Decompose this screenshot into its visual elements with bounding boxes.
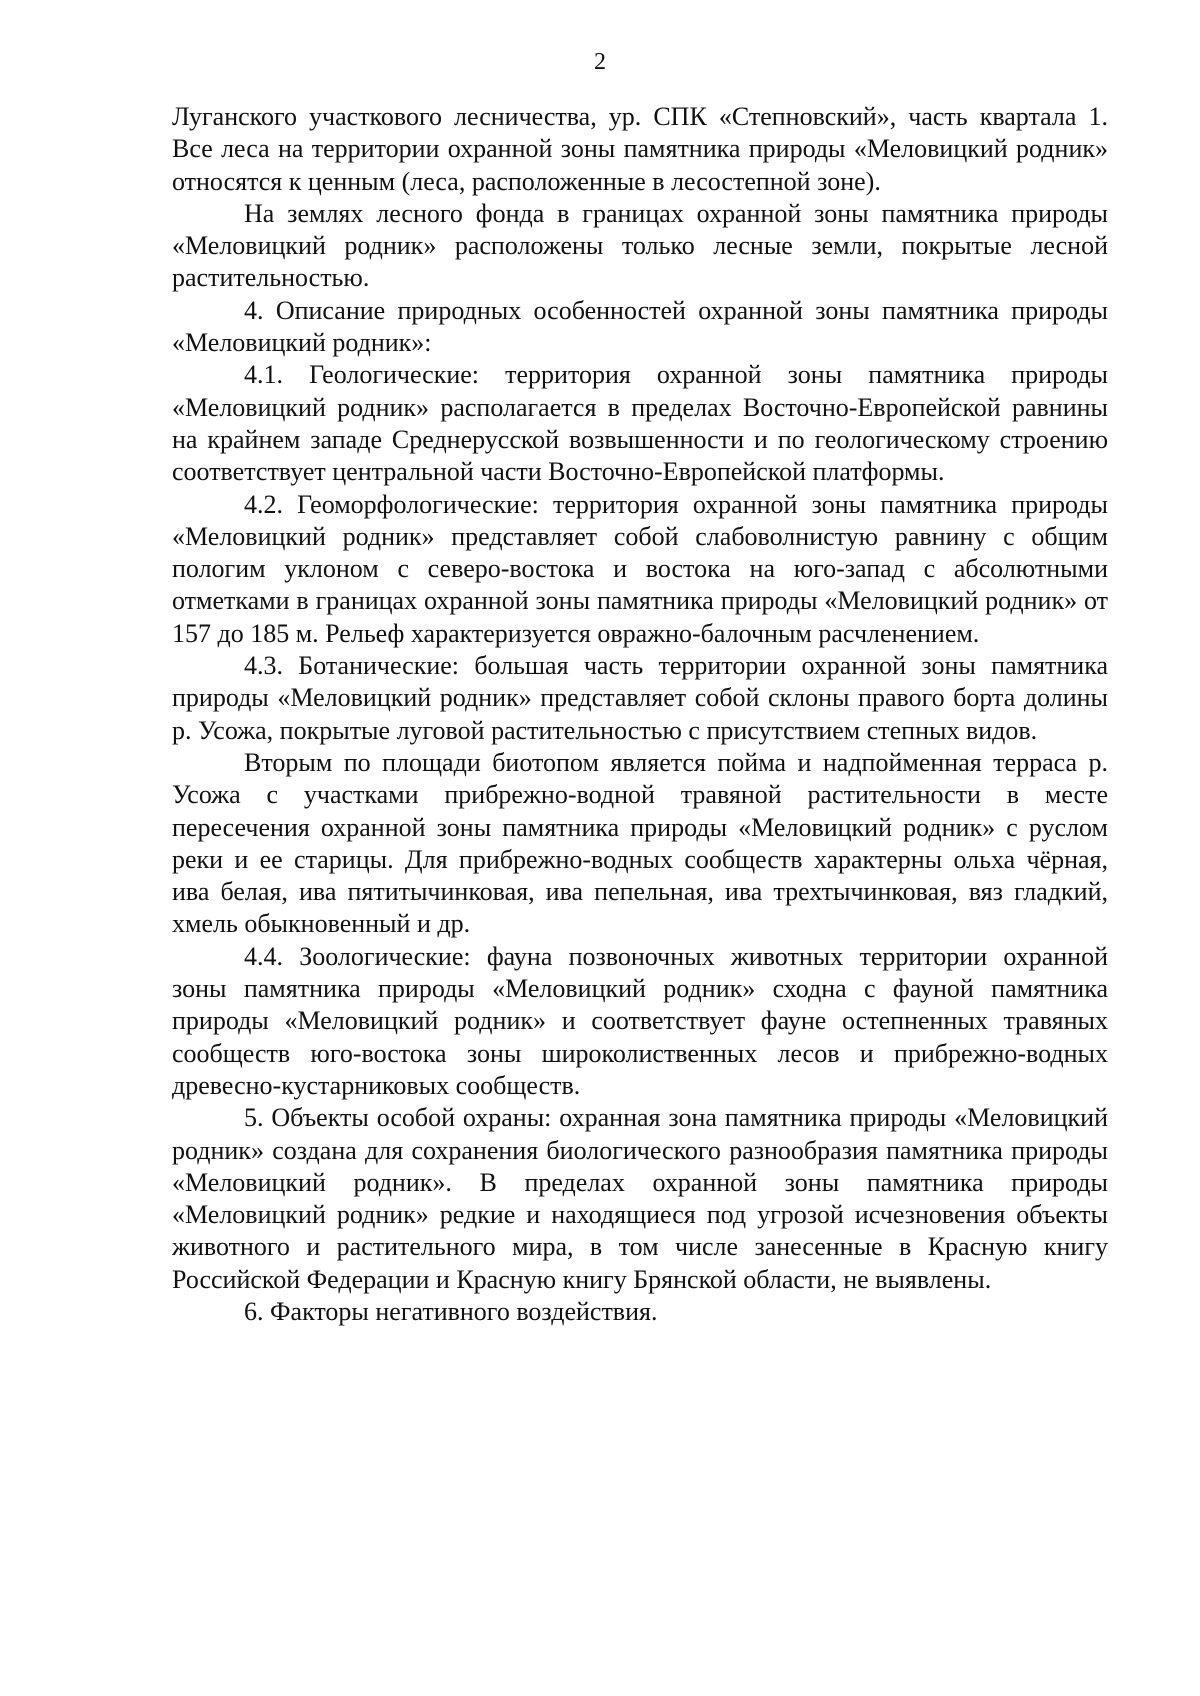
paragraph-6-negative-factors: 6. Факторы негативного воздействия. (244, 1296, 658, 1326)
page-number: 2 (594, 49, 606, 75)
paragraph-4-3-botanical: 4.3. Ботанические: большая часть территории охранной зоны памятника природы «Меловицкий родник» представляет собой склоны правого борта долины р. Усожа, покрытые луговой растительностью с присутствием степных видов. (172, 651, 1108, 745)
paragraph-4-4-zoological: 4.4. Зоологические: фауна позвоночных животных территории охранной зоны памятника природы «Меловицкий родник» сходна с фауной памятника природы «Меловицкий родник» и соответствует фауне остепненных травяных сообществ юго-востока зоны широколиственных лесов и прибрежно-водных древесно-кустарниковых сообществ. (172, 941, 1108, 1100)
paragraph-4-2-geomorphological: 4.2. Геоморфологические: территория охранной зоны памятника природы «Меловицкий родник» представляет собой слабоволнистую равнину с общим пологим уклоном с северо-востока и востока на юго-запад с абсолютными отметками в границах охранной зоны памятника природы «Меловицкий родник» от 157 до 185 м. Рельеф характеризуется овражно-балочным расчленением. (172, 489, 1108, 648)
paragraph-5-protected-objects: 5. Объекты особой охраны: охранная зона памятника природы «Меловицкий родник» создана для сохранения биологического разнообразия памятника природы «Меловицкий родник». В пределах охранной зоны памятника природы «Меловицкий родник» редкие и находящиеся под угрозой исчезновения объекты животного и растительного мира, в том числе занесенные в Красную книгу Российской Федерации и Красную книгу Брянской области, не выявлены. (172, 1103, 1108, 1294)
document-body (172, 101, 1108, 1328)
paragraph-section-4-heading: 4. Описание природных особенностей охранной зоны памятника природы «Меловицкий родник»: (172, 295, 1108, 358)
paragraph-forest-lands: На землях лесного фонда в границах охранной зоны памятника природы «Меловицкий родник» расположены только лесные земли, покрытые лесной растительностью. (172, 198, 1108, 293)
paragraph-4-1-geological: 4.1. Геологические: территория охранной зоны памятника природы «Меловицкий родник» располагается в пределах Восточно-Европейской равнины на крайнем западе Среднерусской возвышенности и по геологическому строению соответствует центральной части Восточно-Европейской платформы. (172, 360, 1108, 487)
paragraph-forestry-location: Луганского участкового лесничества, ур. СПК «Степновский», часть квартала 1. Все леса на территории охранной зоны памятника природы «Меловицкий родник» относятся к ценным (леса, расположенные в лесостепной зоне). (172, 102, 1108, 196)
paragraph-4-3-biotope: Вторым по площади биотопом является пойма и надпойменная терраса р. Усожа с участками прибрежно-водной травяной растительности в месте пересечения охранной зоны памятника природы «Меловицкий родник» с руслом реки и ее старицы. Для прибрежно-водных сообществ характерны ольха чёрная, ива белая, ива пятитычинковая, ива пепельная, ива трехтычинковая, вяз гладкий, хмель обыкновенный и др. (172, 747, 1108, 939)
